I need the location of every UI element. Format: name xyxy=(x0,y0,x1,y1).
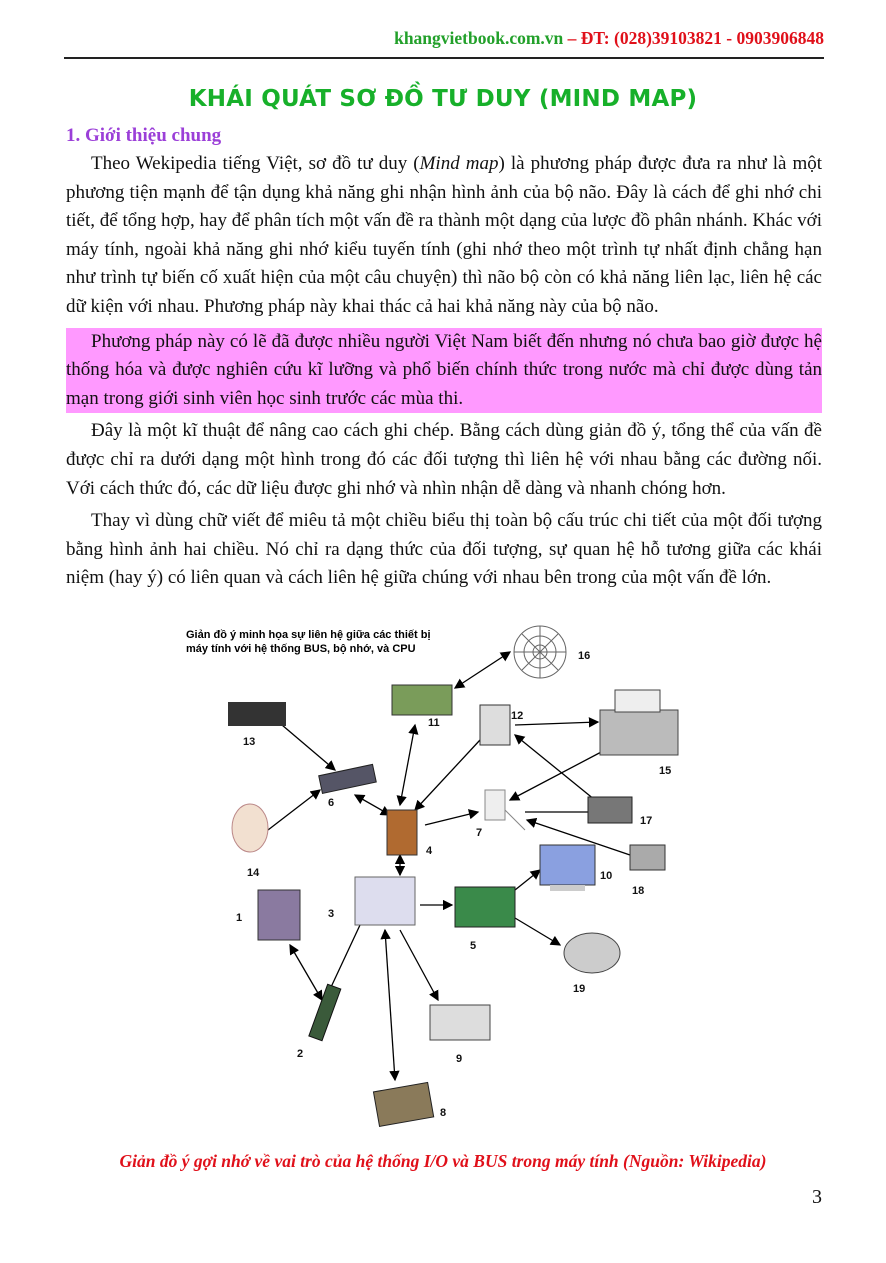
node-label: 14 xyxy=(247,867,260,879)
body-text xyxy=(66,150,822,593)
cpu-icon xyxy=(258,890,300,940)
node-label: 6 xyxy=(328,797,335,809)
keyboard-icon xyxy=(228,702,286,726)
node-label: 19 xyxy=(573,983,586,995)
door-icon xyxy=(387,810,417,855)
interface-card-icon xyxy=(319,764,377,793)
diagram-title-line1: Giản đồ ý minh họa sự liên hệ giữa các thiết bị xyxy=(186,629,431,641)
pci-card-icon xyxy=(455,887,515,927)
node-label: 12 xyxy=(511,710,524,722)
node-label: 18 xyxy=(632,885,645,897)
ram-icon xyxy=(309,984,341,1040)
node-label: 3 xyxy=(328,908,335,920)
scanner-icon xyxy=(588,797,632,823)
figure-caption: Giản đồ ý gợi nhớ về vai trò của hệ thống I/O và BUS trong máy tính (Nguồn: Wikipedia) xyxy=(119,1151,767,1171)
paragraph-4: Thay vì dùng chữ viết để miêu tả một chiều biểu thị toàn bộ cấu trúc chi tiết của một đối tượng bằng hình ảnh hai chiều. Nó chỉ ra dạng thức của đối tượng, sự quan hệ hỗ tương giữa các khái niệm (hay ý) có liên quan và cách liên hệ giữa chúng với nhau bên trong của một vấn đề lớn. xyxy=(66,510,822,589)
node-label: 1 xyxy=(236,912,243,924)
header-contact: – ĐT: (028)39103821 - 0903906848 xyxy=(563,28,824,48)
node-label: 15 xyxy=(659,765,672,777)
paragraph-1 xyxy=(66,150,822,322)
node-label: 11 xyxy=(428,717,440,729)
header-site[interactable]: khangvietbook.com.vn xyxy=(394,28,564,48)
monitor-icon xyxy=(540,845,595,891)
header-divider xyxy=(64,57,824,59)
node-labels xyxy=(236,650,671,1119)
connector-panel-icon xyxy=(480,705,510,745)
node-label: 9 xyxy=(456,1053,463,1065)
port-icon xyxy=(485,790,525,830)
diagram-arrows xyxy=(268,652,630,1080)
expansion-card-icon xyxy=(392,685,452,715)
spider-web-icon xyxy=(514,626,566,678)
node-label: 7 xyxy=(476,827,483,839)
printer-icon xyxy=(600,690,678,755)
paragraph-1-emphasis: Mind map xyxy=(419,153,499,174)
page-number: 3 xyxy=(812,1186,822,1208)
paragraph-1-text-b: ) là phương pháp được đưa ra như là một phương tiện mạnh để tận dụng khả năng ghi nhận hình ảnh của bộ não. Đây là cách để ghi nhớ chi tiết, để tổng hợp, hay để phân tích một vấn đề ra thành một dạng của lược đồ phân nhánh. Khác với máy tính, ngoài khả năng ghi nhớ kiểu tuyến tính (ghi nhớ theo một trình tự nhất định chẳng hạn như trình tự biến cố xuất hiện của một câu chuyện) thì não bộ còn có khả năng liên lạc, liên hệ các dữ kiện với nhau. Phương pháp này khai thác cả hai khả năng này của bộ não. xyxy=(66,153,823,317)
diagram-title-line2: máy tính với hệ thống BUS, bộ nhớ, và CPU xyxy=(186,643,416,655)
highlighted-paragraph: Phương pháp này có lẽ đã được nhiều người Việt Nam biết đến nhưng nó chưa bao giờ được hệ thống hóa và được nghiên cứu kĩ lưỡng và phổ biến chính thức trong nước mà chỉ được dùng tản mạn trong giới sinh viên học sinh trước các mùa thi. xyxy=(66,328,822,414)
node-label: 16 xyxy=(578,650,591,662)
node-label: 17 xyxy=(640,815,653,827)
mouse-icon xyxy=(232,804,268,852)
bus-icon xyxy=(355,877,415,925)
page-title: KHÁI QUÁT SƠ ĐỒ TƯ DUY (MIND MAP) xyxy=(188,86,698,112)
section-heading: 1. Giới thiệu chung xyxy=(66,125,222,146)
node-label: 5 xyxy=(470,940,477,952)
cdrom-icon xyxy=(430,1005,490,1040)
device-images xyxy=(228,626,678,1126)
paragraph-1-text-a: Theo Wekipedia tiếng Việt, sơ đồ tư duy ( xyxy=(91,153,420,174)
camera-icon xyxy=(630,845,665,870)
node-label: 4 xyxy=(426,845,433,857)
node-label: 2 xyxy=(297,1048,304,1060)
node-label: 10 xyxy=(600,870,613,882)
hard-drive-icon xyxy=(373,1082,433,1126)
paragraph-3: Đây là một kĩ thuật để nâng cao cách ghi chép. Bằng cách dùng giản đồ ý, tổng thể của vấn đề được chỉ ra dưới dạng một hình trong đó các đối tượng thì liên hệ với nhau bằng các đường nối. Với cách thức đó, các dữ liệu được ghi nhớ và nhìn nhận dễ dàng và nhanh chóng hơn. xyxy=(66,420,822,499)
node-label: 8 xyxy=(440,1107,447,1119)
node-label: 13 xyxy=(243,736,256,748)
projector-icon xyxy=(564,933,620,973)
page-header xyxy=(394,28,824,49)
